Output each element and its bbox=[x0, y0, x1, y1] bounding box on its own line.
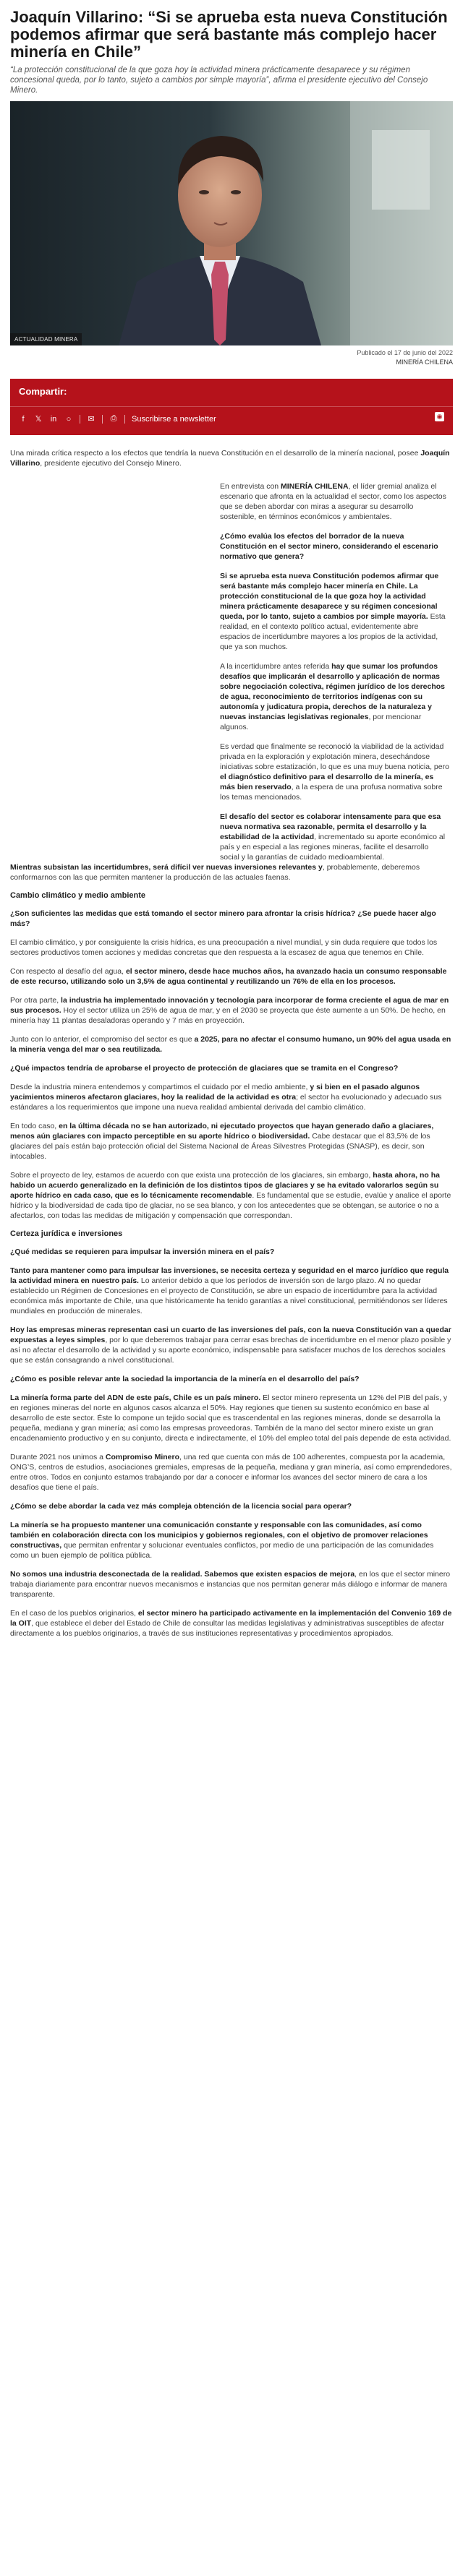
photo-category-label: ACTUALIDAD MINERA bbox=[10, 333, 82, 345]
question: ¿Cómo se debe abordar la cada vez más compleja obtención de la licencia social para operar? bbox=[10, 1502, 352, 1511]
separator bbox=[102, 415, 103, 424]
intro-paragraph: Una mirada crítica respecto a los efectos que tendría la nueva Constitución en el desarrollo de la minería nacional, posee Joaquín Villarino, presidente ejecutivo del Consejo Minero. bbox=[10, 449, 450, 468]
paragraph: En entrevista con MINERÍA CHILENA, el líder gremial analiza el escenario que afronta en la actualidad el sector, como los aspectos que se deben abordar con miras a asegurar su desarrollo sostenible, en términos económicos y ambientales. bbox=[220, 482, 446, 521]
article-meta bbox=[10, 348, 453, 367]
paragraph: La minería forma parte del ADN de este país, Chile es un país minero. El sector minero representa un 12% del PIB del país, y en regiones mineras del norte en algunos casos alcanza el 50%. Hay regiones que tienen su sustento económico en base al desarrollo de este sector. Éste lo compone un tejido social que es trascendental en las regiones mineras, donde se desarrolla la pequeña, mediana y gran minería; así como las empresas proveedoras. También de la mano del sector minero existe un gran encadenamiento productivo y en su conjunto, directa e indirectamente, el 10% del empleo total del país depende de esta actividad. bbox=[10, 1394, 451, 1443]
paragraph: No somos una industria desconectada de la realidad. Sabemos que existen espacios de mejora, en los que el sector minero trabaja diariamente para encontrar nuevos mecanismos e instancias que nos permitan generar más diálogo e informar de manera transparente. bbox=[10, 1570, 451, 1599]
paragraph: En el caso de los pueblos originarios, el sector minero ha participado activamente en la implementación del Convenio 169 de la OIT, que establece el deber del Estado de Chile de consultar las medidas legislativas y administrativas susceptibles de afectar directamente a los pueblos originarios, a través de sus instituciones representativas y procedimientos apropiados. bbox=[10, 1609, 452, 1638]
question: ¿Qué medidas se requieren para impulsar la inversión minera en el país? bbox=[10, 1248, 275, 1256]
question: ¿Cómo evalúa los efectos del borrador de la nueva Constitución en el sector minero, considerando el escenario normativo que genera? bbox=[220, 532, 438, 561]
twitter-icon[interactable]: 𝕏 bbox=[35, 415, 42, 424]
question: ¿Qué impactos tendría de aprobarse el proyecto de protección de glaciares que se tramita en el Congreso? bbox=[10, 1064, 399, 1073]
paragraph: Con respecto al desafío del agua, el sector minero, desde hace muchos años, ha avanzado hacia un consumo responsable de este recurso, utilizando solo un 3,5% de agua continental y reutilizando un 76% de ella en los procesos. bbox=[10, 967, 447, 986]
paragraph: Junto con lo anterior, el compromiso del sector es que a 2025, para no afectar el consumo humano, un 90% del agua usada en la minería venga del mar o sea reutilizada. bbox=[10, 1035, 451, 1054]
side-column bbox=[220, 481, 450, 862]
section-heading: Certeza jurídica e inversiones bbox=[10, 1229, 123, 1238]
paragraph: El desafío del sector es colaborar intensamente para que esa nueva normativa sea razonable, permita el desarrollo y la estabilidad de la actividad, incrementado su aporte económico al país y en especial a las regiones mineras, facilite el desarrollo social y la garantías de cuidado medioambiental. bbox=[220, 812, 446, 862]
article-title: Joaquín Villarino: “Si se aprueba esta nueva Constitución podemos afirmar que será bastante más complejo hacer minería en Chile” bbox=[10, 8, 448, 61]
article-photo bbox=[10, 101, 453, 345]
rss-icon[interactable]: ◉ bbox=[435, 412, 444, 421]
paragraph: La minería se ha propuesto mantener una comunicación constante y responsable con las comunidades, así como también en colaboración directa con los municipios y gobiernos regionales, con el objetivo de promover relaciones constructivas, que permitan enfrentar y solucionar eventuales conflictos, por medio de una participación de las comunidades como un buen ejemplo de política pública. bbox=[10, 1521, 434, 1560]
paragraph: Hoy las empresas mineras representan casi un cuarto de las inversiones del país, con la nueva Constitución van a quedar expuestas a leyes simples, por lo que deberemos trabajar para cerrar esas brechas de incertidumbre en el menor plazo posible y así no afectar el desarrollo de la actividad y su aporte económico, indispensable para satisfacer muchos de los derechos sociales que se están consagrando a nivel constitucional. bbox=[10, 1326, 451, 1365]
linkedin-icon[interactable]: in bbox=[50, 414, 57, 424]
portrait-image bbox=[10, 101, 453, 345]
subscribe-newsletter-link[interactable]: Suscribirse a newsletter bbox=[132, 414, 216, 424]
article-lead: “La protección constitucional de la que goza hoy la actividad minera prácticamente desaparece y su régimen concesional queda, por lo tanto, sujeto a cambios por simple mayoría”, afirma el presidente ejecutivo del Consejo Minero. bbox=[10, 66, 428, 95]
paragraph: Mientras subsistan las incertidumbres, será difícil ver nuevas inversiones relevantes y, probablemente, deberemos conformarnos con las que permiten mantener la producción de las actuales faenas. bbox=[10, 863, 420, 882]
share-bar bbox=[10, 379, 453, 435]
paragraph: Por otra parte, la industria ha implementado innovación y tecnología para incorporar de forma creciente el agua de mar en sus procesos. Hoy el sector utiliza un 25% de agua de mar, y en el 2030 se proyecta que éste aumente a un 50%. De hecho, en minería hay 11 plantas desaladoras operando y 7 más en proyección. bbox=[10, 996, 449, 1025]
email-icon[interactable]: ✉ bbox=[88, 415, 95, 424]
paragraph: Si se aprueba esta nueva Constitución podemos afirmar que será bastante más complejo hacer minería en Chile. La protección constitucional de la que goza hoy la actividad minera prácticamente desaparece y su régimen concesional queda, por lo tanto, sujeto a cambios por simple mayoría. Esta realidad, en el contexto político actual, evidentemente abre espacios de incertidumbre mayores a los propios de la actividad, que ya son muchos. bbox=[220, 572, 446, 651]
question: ¿Son suficientes las medidas que está tomando el sector minero para afrontar la crisis hídrica? ¿Se puede hacer algo más? bbox=[10, 909, 436, 928]
paragraph: El cambio climático, y por consiguiente la crisis hídrica, es una preocupación a nivel mundial, y sin duda requiere que todos los sectores productivos tomen acciones y medidas concretas que den respuesta a la escasez de agua que tenemos en Chile. bbox=[10, 938, 438, 957]
section-heading: Cambio climático y medio ambiente bbox=[10, 891, 146, 900]
question: ¿Cómo es posible relevar ante la sociedad la importancia de la minería en el desarrollo del país? bbox=[10, 1375, 360, 1383]
article-source: MINERÍA CHILENA bbox=[396, 359, 453, 366]
paragraph: A la incertidumbre antes referida hay que sumar los profundos desafíos que implicarán el desarrollo y aplicación de normas sobre negociación colectiva, régimen jurídico de los derechos de agua, reconocimiento de territorios indígenas con su autonomía y judicatura propia, derechos de la naturaleza y nuevas instancias legislativas regionales, por mencionar algunos. bbox=[220, 662, 446, 731]
share-row bbox=[10, 407, 453, 424]
paragraph: Tanto para mantener como para impulsar las inversiones, se necesita certeza y seguridad en el marco jurídico que regula la actividad minera en nuestro país. Lo anterior debido a que los períodos de inversión son de largo plazo. Al no quedar establecido un Régimen de Concesiones en el proyecto de Constitución, se abre un espacio de incertidumbre para la actividad económica más importante de Chile, una que históricamente ha tenido garantías a nivel constitucional, permitiéndonos ser líderes mundiales en producción de minerales. bbox=[10, 1266, 449, 1315]
paragraph: Sobre el proyecto de ley, estamos de acuerdo con que exista una protección de los glaciares, sin embargo, hasta ahora, no ha habido un acuerdo generalizado en la definición de los distintos tipos de glaciares y se ha evitado valorarlos según su aporte hídrico en cada caso, que es lo técnicamente recomendable. Es fundamental que se estudie, evalúe y analice el aporte hídrico y la biodiversidad de cada tipo de glaciar, no se sea blanco, y con los antecedentes que se obtengan, se autorice o no a afectarlos, con todas las medidas de mitigación y compensación que correspondan. bbox=[10, 1171, 451, 1220]
paragraph: Durante 2021 nos unimos a Compromiso Minero, una red que cuenta con más de 100 adherentes, compuesta por la academia, ONG’S, centros de estudios, asociaciones gremiales, empresas de la pequeña, mediana y gran minería, así como emprendedores, entre otros. Todos en conjunto estamos trabajando por dar a conocer e informar los avances del sector minero de cara a los desafíos que tiene el país. bbox=[10, 1453, 452, 1492]
facebook-icon[interactable]: f bbox=[22, 414, 25, 424]
whatsapp-icon[interactable]: ○ bbox=[66, 414, 72, 424]
paragraph: Es verdad que finalmente se reconoció la viabilidad de la actividad privada en la exploración y explotación minera, desechándose iniciativas sobre estatización, lo que es una muy buena noticia, pero el diagnóstico definitivo para el desarrollo de la minería, es más bien reservado, a la espera de una profusa normativa sobre los temas mencionados. bbox=[220, 742, 449, 802]
paragraph: En todo caso, en la última década no se han autorizado, ni ejecutado proyectos que hayan generado daño a glaciares, menos aún glaciares con impacto perceptible en su aporte hídrico o biodiversidad. Cabe destacar que el 83,5% de los glaciares del país están bajo protección oficial del Sistema Nacional de Áreas Silvestres Protegidas (SNASP), es decir, son intocables. bbox=[10, 1122, 434, 1161]
publish-date: Publicado el 17 de junio del 2022 bbox=[357, 349, 453, 356]
share-title: Compartir: bbox=[10, 379, 453, 407]
separator bbox=[124, 415, 125, 424]
print-icon[interactable]: ⎙ bbox=[110, 414, 117, 423]
paragraph: Desde la industria minera entendemos y compartimos el cuidado por el medio ambiente, y si bien en el pasado algunos yacimientos mineros afectaron glaciares, hoy la realidad de la actividad es otra; el sector ha evolucionado y adecuado sus estándares a los requerimientos que impone una nueva realidad ambiental derivada del cambio climático. bbox=[10, 1083, 442, 1112]
